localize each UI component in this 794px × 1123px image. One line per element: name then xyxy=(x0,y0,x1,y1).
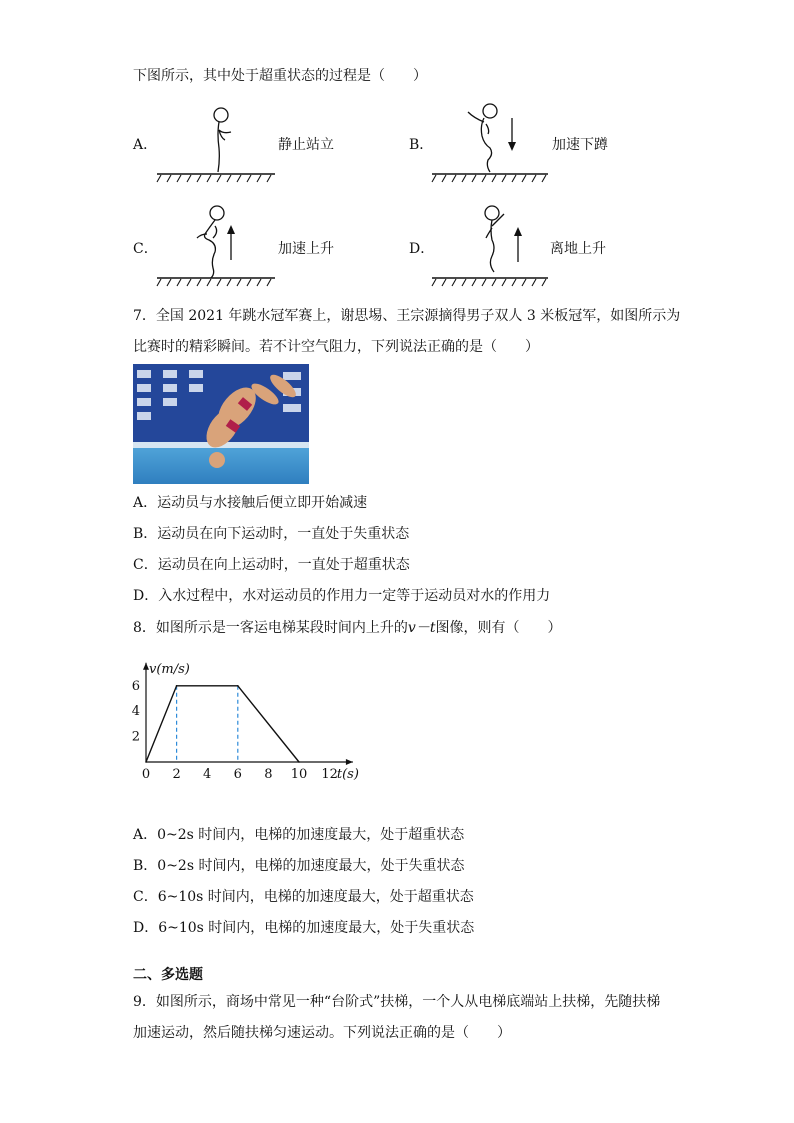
series-line xyxy=(146,686,299,762)
q8-option-d: D．6~10s 时间内，电梯的加速度最大，处于失重状态 xyxy=(133,920,475,936)
x-axis-arrow xyxy=(346,759,353,765)
q8-stem-after: 图像，则有（ ） xyxy=(435,620,562,636)
figure-squatting xyxy=(432,104,552,184)
q8-stem xyxy=(133,618,561,638)
q8-stem-before: 8．如图所示是一客运电梯某段时间内上升的 xyxy=(133,620,408,636)
x-tick-label: 0 xyxy=(141,767,151,782)
figure-leaving-ground xyxy=(432,204,552,288)
y-axis-label: v(m/s) xyxy=(149,661,190,677)
q9-stem-line2: 加速运动，然后随扶梯匀速运动。下列说法正确的是（ ） xyxy=(133,1025,511,1041)
y-tick-label: 4 xyxy=(131,704,140,720)
q7-option-b: B．运动员在向下运动时，一直处于失重状态 xyxy=(133,526,410,542)
x-tick-label: 12 xyxy=(321,767,338,782)
x-axis-label: t(s) xyxy=(336,767,359,782)
q8-option-a: A．0~2s 时间内，电梯的加速度最大，处于超重状态 xyxy=(133,827,465,843)
figure-rising xyxy=(157,204,277,288)
x-tick-label: 10 xyxy=(290,767,308,782)
x-tick-label: 4 xyxy=(203,767,212,782)
q6-option-b-letter: B． xyxy=(409,137,434,153)
q7-stem-line2: 比赛时的精彩瞬间。若不计空气阻力，下列说法正确的是（ ） xyxy=(133,339,539,355)
q6-option-a-letter: A． xyxy=(133,137,158,153)
figure-standing xyxy=(157,104,277,184)
q6-option-c-caption: 加速上升 xyxy=(278,241,334,257)
q8-option-b: B．0~2s 时间内，电梯的加速度最大，处于失重状态 xyxy=(133,858,465,874)
q6-option-b-caption: 加速下蹲 xyxy=(552,137,608,153)
q8-stem-vt: v－t xyxy=(407,620,436,636)
q6-stem: 下图所示，其中处于超重状态的过程是（ ） xyxy=(133,68,427,84)
x-tick-label: 6 xyxy=(233,767,242,782)
section-heading: 二、多选题 xyxy=(133,967,203,983)
q6-option-c-letter: C． xyxy=(133,241,158,257)
x-tick-label: 2 xyxy=(172,767,181,782)
q7-option-a: A．运动员与水接触后便立即开始减速 xyxy=(133,495,368,511)
q7-stem-line1: 7．全国 2021 年跳水冠军赛上，谢思埸、王宗源摘得男子双人 3 米板冠军，如图所示为 xyxy=(133,308,681,324)
series-point xyxy=(237,685,239,687)
diving-photo xyxy=(133,364,309,484)
vt-chart xyxy=(130,648,370,782)
q6-option-d-caption: 离地上升 xyxy=(550,241,606,257)
y-tick-label: 6 xyxy=(131,678,140,694)
q6-option-d-letter: D． xyxy=(409,241,435,257)
q7-option-c: C．运动员在向上运动时，一直处于超重状态 xyxy=(133,557,410,573)
x-tick-label: 8 xyxy=(264,767,273,782)
q8-option-c: C．6~10s 时间内，电梯的加速度最大，处于超重状态 xyxy=(133,889,474,905)
q9-stem-line1: 9．如图所示，商场中常见一种“台阶式”扶梯，一个人从电梯底端站上扶梯，先随扶梯 xyxy=(133,994,661,1010)
y-tick-label: 2 xyxy=(131,729,140,745)
q7-option-d: D．入水过程中，水对运动员的作用力一定等于运动员对水的作用力 xyxy=(133,588,551,604)
series-point xyxy=(298,761,300,763)
series-point xyxy=(176,685,178,687)
q6-option-a-caption: 静止站立 xyxy=(278,137,334,153)
series-point xyxy=(145,761,147,763)
